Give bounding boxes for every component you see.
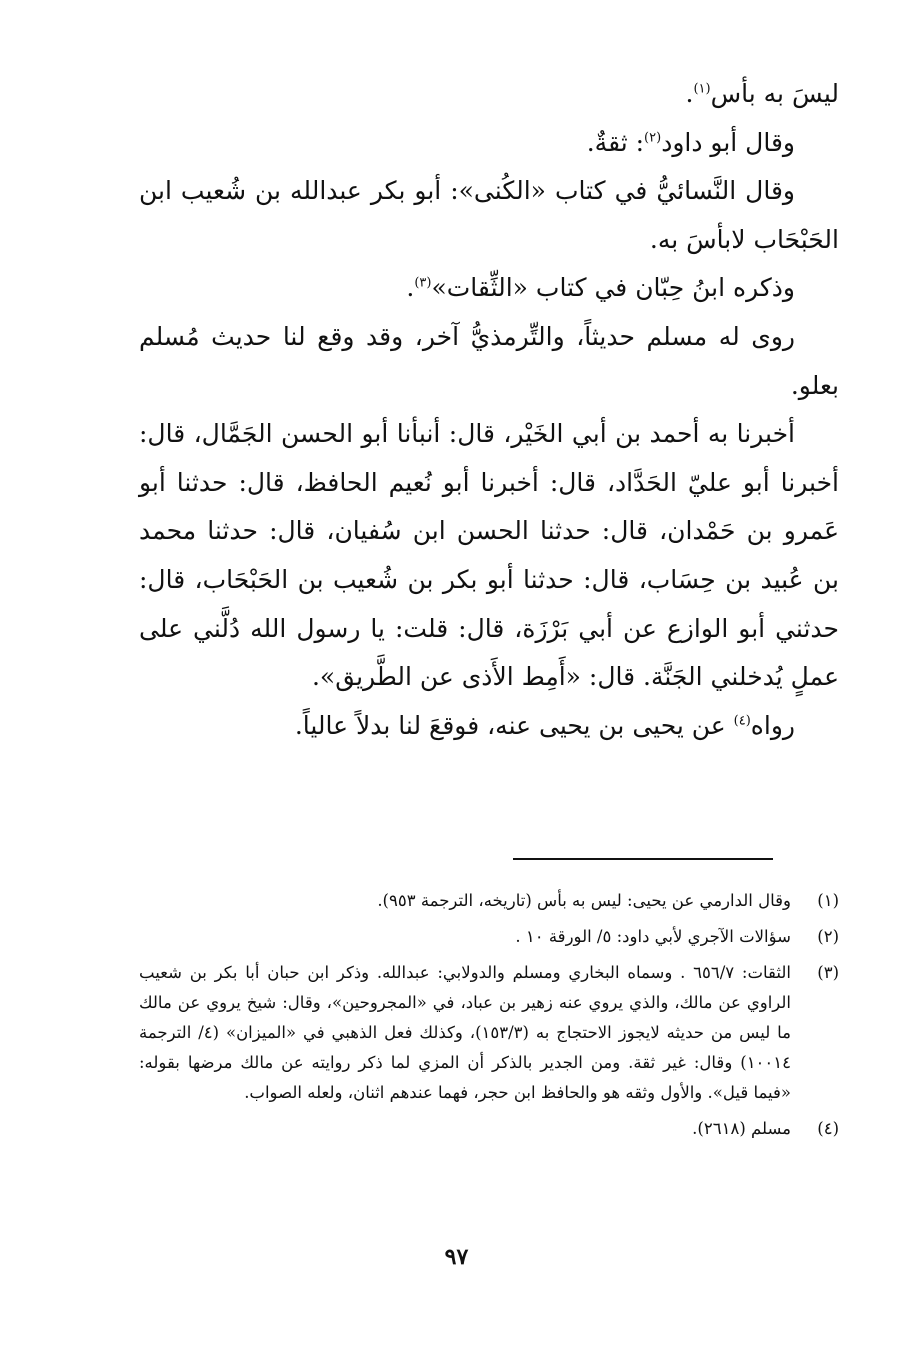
footnote-1: [139, 886, 839, 916]
paragraph-text: روى له مسلم حديثاً، والتِّرمذيُّ آخر، وقد وقع لنا حديث مُسلم بعلو.: [139, 321, 839, 400]
paragraph-4: [139, 264, 839, 313]
footnote-2: [139, 922, 839, 952]
footnote-text: الثقات: ٦٥٦/٧ . وسماه البخاري ومسلم والدولابي: عبدالله. وذكر ابن حبان أبا بكر بن شعيب الراوي عن مالك، والذي يروي عنه زهير بن عباد، في «المجروحين»، وقال: شيخ يروي عن مالك ما ليس من حديثه لايجوز الاحتجاج به (١٥٣/٣)، وكذلك فعل الذهبي في «الميزان» (٤/ الترجمة ١٠٠١٤) وقال: غير ثقة. ومن الجدير بالذكر أن المزي لما ذكر روايته عن مالك مرضها بقوله: «فيما قيل». والأول وثقه هو والحافظ ابن حجر، فهما عندهم اثنان، ولعله الصواب.: [139, 963, 791, 1102]
paragraph-7: [139, 702, 839, 751]
paragraph-3: [139, 167, 839, 264]
paragraph-tail: عن يحيى بن يحيى عنه، فوقعَ لنا بدلاً عالياً.: [294, 710, 734, 740]
footnote-text: سؤالات الآجري لأبي داود: ٥/ الورقة ١٠ .: [515, 927, 791, 946]
footnote-number: (٤): [817, 1119, 839, 1138]
paragraph-tail: : ثقةٌ.: [586, 127, 645, 157]
footnote-separator: [513, 858, 773, 860]
footnote-number: (٣): [817, 963, 839, 982]
footnote-4: [139, 1114, 839, 1144]
paragraph-text: أخبرنا به أحمد بن أبي الخَيْر، قال: أنبأنا أبو الحسن الجَمَّال، قال: أخبرنا أبو عليّ الحَدَّاد، قال: أخبرنا أبو نُعيم الحافظ، قال: حدثنا أبو عَمرو بن حَمْدان، قال: حدثنا الحسن ابن سُفيان، قال: حدثنا محمد بن عُبيد بن حِسَاب، قال: حدثنا أبو بكر بن شُعيب بن الحَبْحَاب، قال: حدثني أبو الوازع عن أبي بَرْزَة، قال: قلت: يا رسول الله دُلَّني على عملٍ يُدخلني الجَنَّة. قال: «أَمِط الأَذى عن الطَّريق».: [139, 419, 839, 692]
paragraph-text: وقال أبو داود: [661, 127, 795, 157]
footnote-number: (١): [817, 891, 839, 910]
paragraph-text: ليسَ به بأس: [710, 79, 839, 108]
footnote-ref: (٤): [733, 713, 751, 729]
footnote-ref: (١): [693, 81, 711, 97]
footnote-text: وقال الدارمي عن يحيى: ليس به بأس (تاريخه، الترجمة ٩٥٣).: [377, 891, 791, 910]
footnotes: [139, 886, 839, 1150]
page-number: ٩٧: [444, 1244, 469, 1270]
footnote-number: (٢): [817, 927, 839, 946]
paragraph-6: [139, 410, 839, 702]
main-text: [139, 70, 839, 750]
paragraph-tail: .: [406, 273, 415, 303]
footnote-ref: (٣): [414, 276, 432, 292]
paragraph-1: [139, 70, 839, 119]
paragraph-text: رواه: [750, 710, 795, 740]
footnote-text: مسلم (٢٦١٨).: [692, 1119, 791, 1138]
footnote-3: [139, 958, 839, 1108]
paragraph-tail: .: [685, 79, 694, 108]
paragraph-text: وقال النَّسائيُّ في كتاب «الكُنى»: أبو بكر عبدالله بن شُعيب ابن الحَبْحَاب لابأسَ به.: [139, 176, 839, 254]
footnote-ref: (٢): [644, 130, 662, 146]
paragraph-2: [139, 119, 839, 168]
paragraph-text: وذكره ابنُ حِبّان في كتاب «الثِّقات»: [431, 273, 795, 303]
paragraph-5: [139, 313, 839, 410]
